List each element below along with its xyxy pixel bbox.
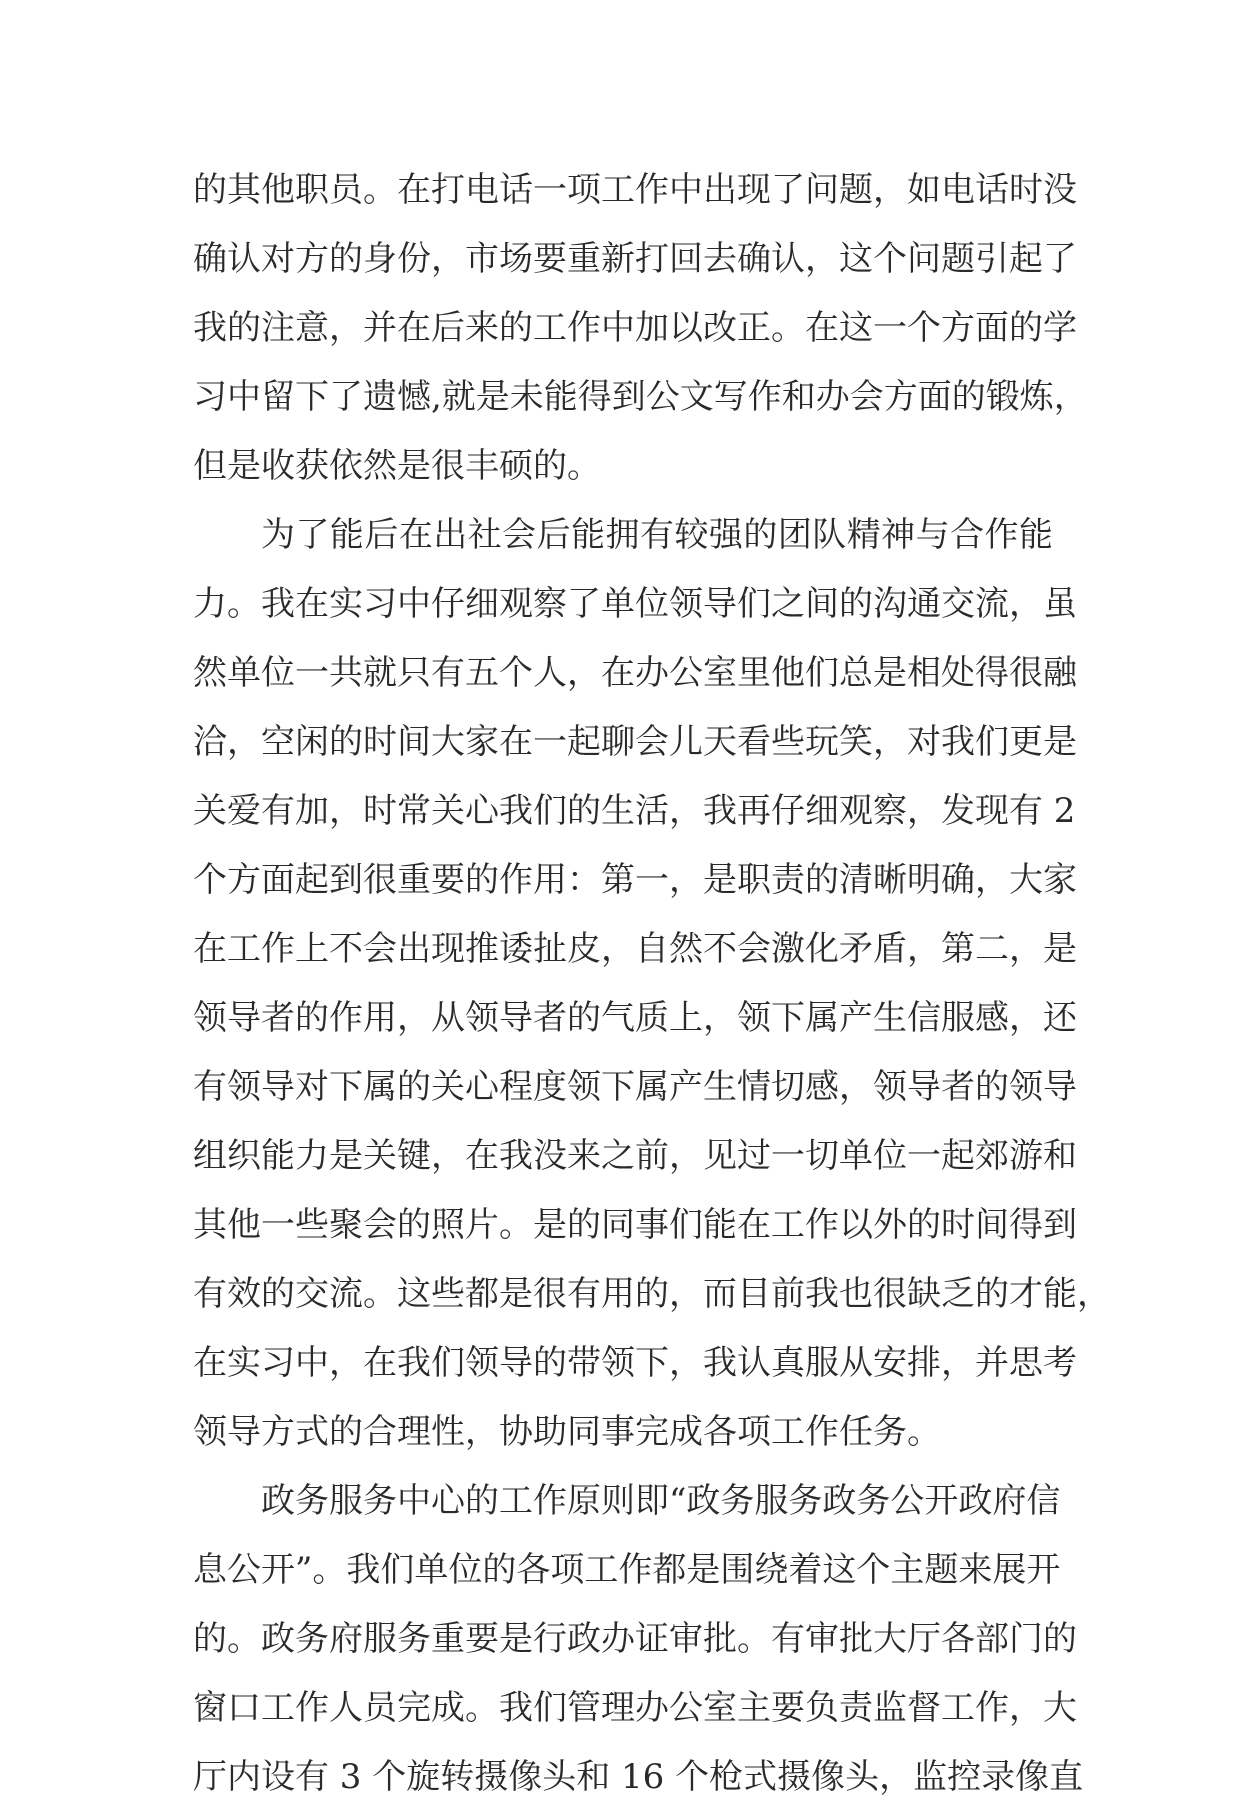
body-text xyxy=(193,156,1111,1812)
text-line: 其他一些聚会的照片。是的同事们能在工作以外的时间得到 xyxy=(193,1205,1077,1245)
text-line: 领导方式的合理性，协助同事完成各项工作任务。 xyxy=(193,1412,941,1452)
text-line: 关爱有加，时常关心我们的生活，我再仔细观察，发现有 2 xyxy=(193,791,1076,831)
text-line: 的。政务府服务重要是行政办证审批。有审批大厅各部门的 xyxy=(193,1619,1077,1659)
text-line: 在实习中，在我们领导的带领下，我认真服从安排，并思考 xyxy=(193,1343,1077,1383)
text-line: 力。我在实习中仔细观察了单位领导们之间的沟通交流，虽 xyxy=(193,584,1077,624)
text-line: 窗口工作人员完成。我们管理办公室主要负责监督工作，大 xyxy=(193,1688,1077,1728)
text-line: 个方面起到很重要的作用：第一，是职责的清晰明确，大家 xyxy=(193,860,1077,900)
text-line: 习中留下了遗憾,就是未能得到公文写作和办会方面的锻炼， xyxy=(193,377,1088,417)
text-line: 领导者的作用，从领导者的气质上，领下属产生信服感，还 xyxy=(193,998,1077,1038)
text-line: 但是收获依然是很丰硕的。 xyxy=(193,446,601,486)
text-line: 然单位一共就只有五个人，在办公室里他们总是相处得很融 xyxy=(193,653,1077,693)
paragraph-1 xyxy=(193,156,1088,501)
text-line: 为了能后在出社会后能拥有较强的团队精神与合作能 xyxy=(261,515,1053,555)
text-line: 确认对方的身份，市场要重新打回去确认，这个问题引起了 xyxy=(193,239,1077,279)
text-line: 息公开”。我们单位的各项工作都是围绕着这个主题来展开 xyxy=(193,1550,1061,1590)
text-line: 政务服务中心的工作原则即“政务服务政务公开政府信 xyxy=(261,1481,1061,1521)
text-line: 有效的交流。这些都是很有用的，而目前我也很缺乏的才能， xyxy=(193,1274,1111,1314)
paragraph-3 xyxy=(193,1467,1084,1812)
text-line: 我的注意，并在后来的工作中加以改正。在这一个方面的学 xyxy=(193,308,1077,348)
text-line: 洽，空闲的时间大家在一起聊会儿天看些玩笑，对我们更是 xyxy=(193,722,1077,762)
text-line: 有领导对下属的关心程度领下属产生情切感，领导者的领导 xyxy=(193,1067,1077,1107)
text-line: 组织能力是关键，在我没来之前，见过一切单位一起郊游和 xyxy=(193,1136,1077,1176)
paragraph-2 xyxy=(193,501,1111,1467)
text-line: 在工作上不会出现推诿扯皮，自然不会激化矛盾，第二，是 xyxy=(193,929,1077,969)
text-line: 厅内设有 3 个旋转摄像头和 16 个枪式摄像头，监控录像直 xyxy=(193,1757,1084,1797)
text-line: 的其他职员。在打电话一项工作中出现了问题，如电话时没 xyxy=(193,170,1077,210)
